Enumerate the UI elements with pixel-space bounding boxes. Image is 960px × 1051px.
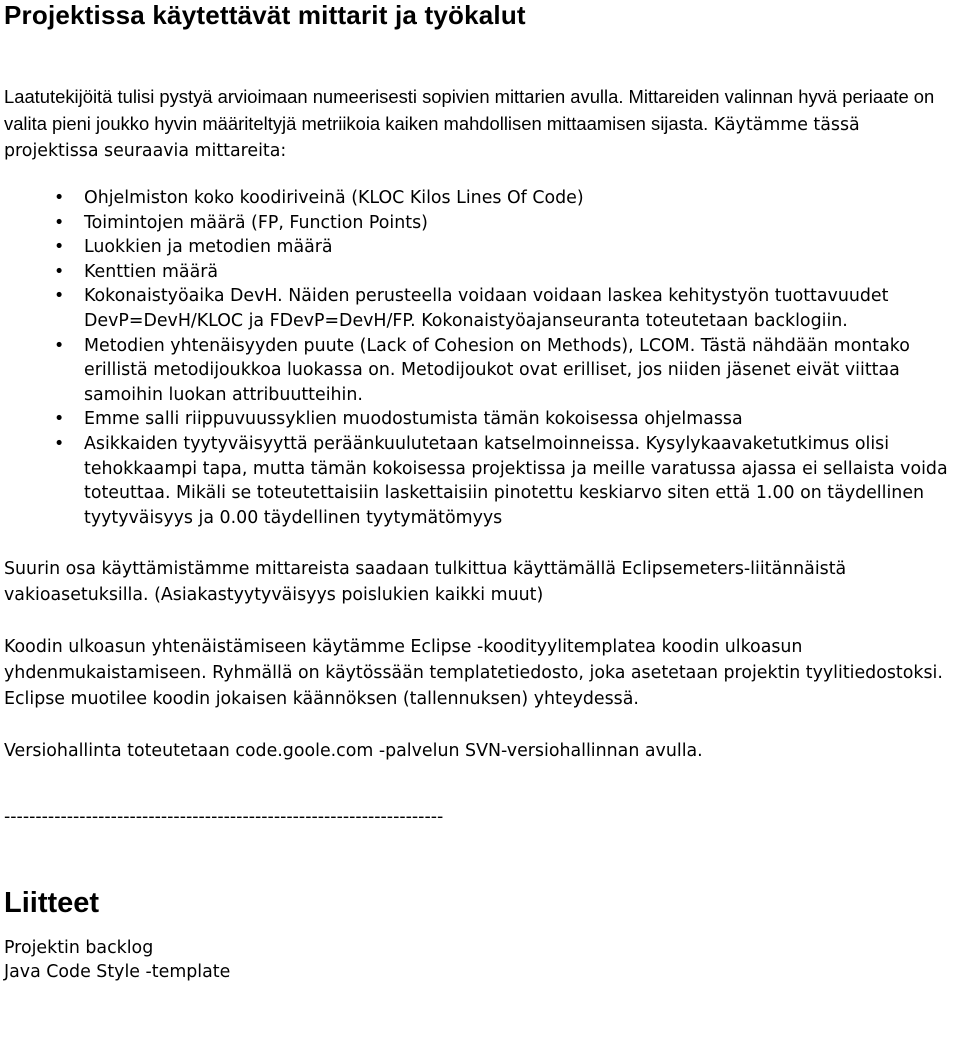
list-item	[4, 334, 956, 408]
metric-text: Toimintojen määrä (FP, Function Points)	[84, 212, 428, 233]
metric-text: Ohjelmiston koko koodiriveinä (KLOC Kilos Lines Of Code)	[84, 188, 584, 208]
bullet-icon: •	[54, 188, 65, 208]
bullet-icon: •	[54, 237, 65, 258]
code-style-paragraph: Koodin ulkoasun yhtenäistämiseen käytämme Eclipse -koodityylitemplatea koodin ulkoasun yhdenmukaistamiseen. Ryhmällä on käytössään templatetiedosto, joka asetetaan projektin tyylitiedostoksi. Eclipse muotilee koodin jokaisen käännöksen (tallennuksen) yhteydessä.	[4, 637, 943, 710]
list-item	[4, 235, 956, 260]
list-item	[4, 284, 956, 333]
list-item	[4, 407, 956, 432]
metric-text: Asikkaiden tyytyväisyyttä peräänkuulutetaan katselmoinneissa. Kysylykaavaketutkimus olisi tehokkaampi tapa, mutta tämän kokoisessa projektissa ja meille varatussa ajassa ei sellaista voida toteuttaa. Mikäli se toteutettaisiin laskettaisiin pinotettu keskiarvo siten että 1.00 on täydellinen tyytyväisyys ja 0.00 täydellinen tyytymätömyys	[84, 433, 948, 528]
eclipse-metrics-paragraph: Suurin osa käyttämistämme mittareista saadaan tulkittua käyttämällä Eclipsemeters-liitännäistä vakioasetuksilla. (Asiakastyytyväisyys poislukien kaikki muut)	[4, 559, 847, 606]
metric-text: Kenttien määrä	[84, 261, 219, 282]
metric-text: Kokonaistyöaika DevH. Näiden perusteella voidaan voidaan laskea kehitystyön tuottavuudet DevP=DevH/KLOC ja FDevP=DevH/FP. Kokonaistyöajanseuranta toteutetaan backlogiin.	[84, 286, 889, 331]
list-item	[4, 186, 956, 211]
version-control-paragraph: Versiohallinta toteutetaan code.goole.com -palvelun SVN-versiohallinnan avulla.	[4, 741, 703, 762]
bullet-icon: •	[54, 212, 65, 233]
attachments-heading: Liitteet	[4, 887, 100, 920]
document-page	[4, 0, 956, 984]
list-item	[4, 260, 956, 285]
list-item	[4, 211, 956, 236]
list-item	[4, 432, 956, 530]
bullet-icon: •	[54, 286, 65, 307]
attachment-item-backlog: Projektin backlog	[4, 938, 154, 959]
metric-text: Luokkien ja metodien määrä	[84, 237, 333, 258]
metric-text: Emme salli riippuvuussyklien muodostumista tämän kokoisessa ohjelmassa	[84, 409, 743, 430]
bullet-icon: •	[54, 409, 65, 430]
page-title: Projektissa käytettävät mittarit ja työkalut	[4, 0, 526, 30]
metrics-list	[4, 186, 956, 530]
attachment-item-code-style: Java Code Style -template	[4, 962, 231, 983]
intro-text-part1: Laatutekijöitä tulisi pystyä arvioimaan numeerisesti sopivien mittarien avulla. Mittareiden valinnan hyvä periaate on valita pieni joukko hyvin määriteltyjä metriikoia kaiken mahdollisen mittaamisen sijasta.	[4, 86, 935, 134]
bullet-icon: •	[54, 335, 65, 356]
metric-text: Metodien yhtenäisyyden puute (Lack of Cohesion on Methods), LCOM. Tästä nähdään montako erillistä metodijoukkoa luokassa on. Metodijoukot ovat erilliset, jos niiden jäsenet eivät viittaa samoihin luokan attribuutteihin.	[84, 335, 910, 405]
bullet-icon: •	[54, 433, 65, 454]
bullet-icon: •	[54, 261, 65, 282]
attachments-list	[4, 936, 956, 984]
intro-paragraph	[4, 84, 956, 164]
intro-text-part2: Käytämme tässä projektissa seuraavia mittareita:	[4, 115, 860, 161]
dashed-divider: ----------------------------------------------------------------------	[4, 807, 444, 828]
